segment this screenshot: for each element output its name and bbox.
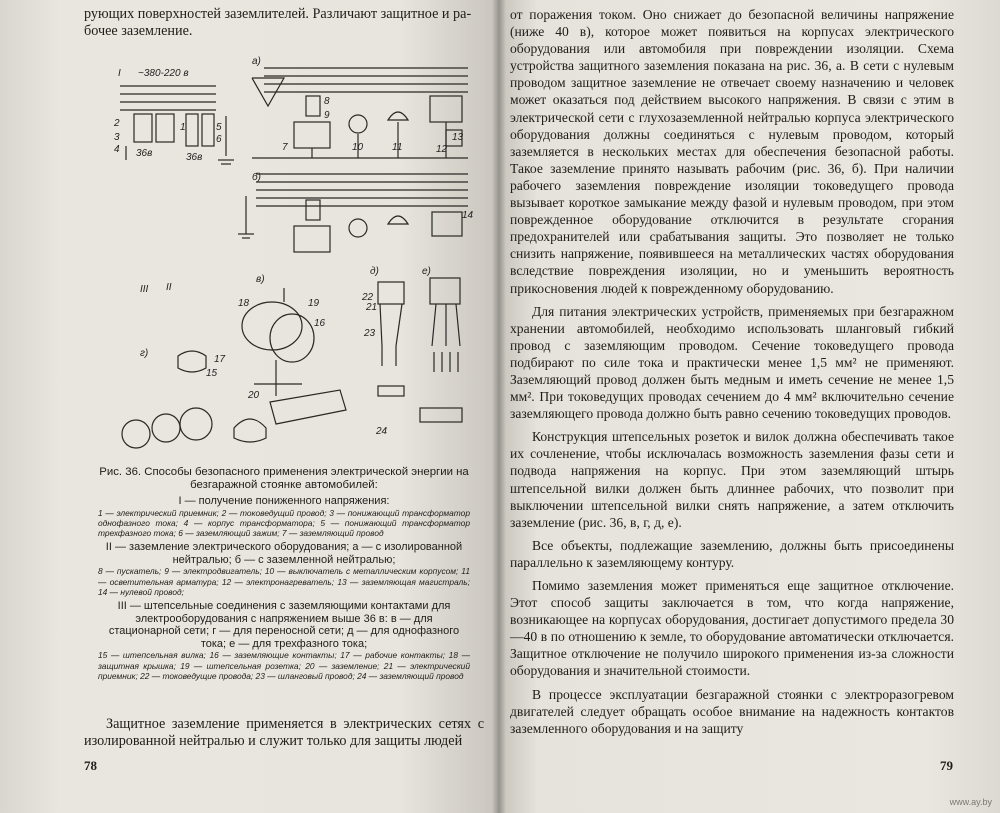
watermark: www.ay.by	[949, 797, 992, 807]
right-paragraph-6: В процессе эксплуатации безгаражной стоянки с электроразогревом двигателей следует обращать особое внимание на надежность контактов заземленного оборудования и на защиту	[510, 686, 954, 736]
label-n3: 3	[114, 132, 120, 143]
right-paragraph-4: Все объекты, подлежащие заземлению, должны быть присоединены параллельно к заземляющему контуру.	[510, 537, 954, 570]
label-n11: 11	[392, 142, 403, 153]
label-n9: 9	[324, 110, 330, 121]
label-36v-right: 36в	[186, 152, 203, 163]
label-n19: 19	[308, 298, 320, 309]
label-e: е)	[422, 266, 431, 277]
label-n12: 12	[436, 144, 448, 155]
label-n18: 18	[238, 298, 250, 309]
label-n24: 24	[376, 426, 388, 437]
right-paragraph-2: Для питания электрических устройств, применяемых при безгаражном хранении автомобилей, необходимо использовать шланговый гибкий провод с заземляющим проводом. Сечение токоведущего провода подбирают по силе тока и практически менее 1,5 мм² не применяют. Заземляющий провод должен быть медным и иметь сечение не менее 1,5 мм². При токоведущих проводах сечением до 4 мм² включительно сечение заземляющего провода должно быть равно сечению токоведущих проводов.	[510, 303, 954, 422]
label-voltage: ~380-220 в	[138, 68, 189, 79]
left-page	[0, 0, 498, 813]
label-d: д)	[370, 266, 379, 277]
label-n1: 1	[180, 122, 186, 133]
label-g: г)	[140, 348, 149, 359]
label-n15: 15	[206, 368, 218, 379]
book-gutter	[492, 0, 506, 813]
caption-section3-text: 15 — штепсельная вилка; 16 — заземляющие контакты; 17 — рабочие контакты; 18 — защитная крышка; 19 — штепсельная розетка; 20 — заземление; 21 — электрический приемник; 22 — токоведущие провода; 23 — шланговый провод; 24 — заземляющий провод	[98, 650, 470, 681]
left-intro-line-1: рующих поверхностей заземлителей. Различают защитное и ра-	[84, 6, 472, 22]
label-n2: 2	[114, 118, 120, 129]
label-n14: 14	[462, 210, 474, 221]
caption-title: Рис. 36. Способы безопасного применения электрической энергии на безгаражной стоянке автомобилей:	[99, 466, 469, 491]
label-n5: 5	[216, 122, 222, 133]
label-n6: 6	[216, 134, 222, 145]
label-n4: 4	[114, 144, 120, 155]
page-number-left: 78	[84, 758, 97, 773]
figure-36-diagram	[96, 56, 476, 464]
caption-section2-head: II — заземление электрического оборудования; а — с изолированной нейтралью; б — с заземленной нейтралью;	[105, 541, 463, 566]
label-n7: 7	[282, 142, 288, 153]
label-roman-2: II	[166, 282, 172, 293]
label-n20: 20	[248, 390, 260, 401]
caption-section3-head: III — штепсельные соединения с заземляющими контактами для электрооборудования с напряжением выше 36 в: в — для стационарной сети; г — для переносной сети; д — для однофазного тока; е — для трехфазного тока;	[108, 600, 460, 650]
left-intro-line-2: бочее заземление.	[84, 23, 193, 40]
right-paragraph-3: Конструкция штепсельных розеток и вилок должна обеспечивать такое их сочленение, чтобы исключалась возможность заземления фазы сети и подвода напряжения на корпус. При этом заземляющий штырь штепсельной вилки должен быть длиннее рабочих, что позволит при выключении штепсельной вилки снять напряжение, а затем отключить заземление (рис. 36, в, г, д, е).	[510, 429, 954, 530]
right-paragraph-5: Помимо заземления может применяться еще защитное отключение. Этот способ защиты заключается в том, что когда напряжение, возникающее на корпусах оборудования, достигает допустимого предела 30—40 в по отношению к земле, то оборудование автоматически отключается. Защитное отключение не получило широкого применения из-за сложности оборудования и значительной стоимости.	[510, 578, 954, 679]
label-n13: 13	[452, 132, 464, 143]
label-n10: 10	[352, 142, 364, 153]
figure-caption	[98, 466, 470, 681]
label-v: в)	[256, 274, 265, 285]
label-n8: 8	[324, 96, 330, 107]
right-page-text	[510, 6, 954, 737]
right-page	[498, 0, 1000, 813]
caption-section1-text: 1 — электрический приемник; 2 — токоведущий провод; 3 — понижающий трансформатор однофазного тока; 4 — корпус трансформатора; 5 — понижающий трансформатор трехфазного тока; 6 — заземляющий зажим; 7 — заземляющий провод	[98, 507, 470, 538]
label-n23: 23	[364, 328, 376, 339]
left-bottom-paragraph: Защитное заземление применяется в электрических сетях с изолированной нейтралью и служит только для защиты людей	[84, 716, 484, 750]
page-number-right: 79	[940, 758, 953, 773]
right-paragraph-1: от поражения током. Оно снижает до безопасной величины напряжение (ниже 40 в), которое может появиться на корпусах электрического оборудования или автомобиля при повреждении изоляции. Схема устройства защитного заземления показана на рис. 36, а. В сети с нулевым проводом защитное заземление не отвечает своему назначению и человек может оказаться под действием высокого напряжения. В связи с этим в электрической сети с глухозаземленной нейтралью корпуса электрического оборудования должны соединяться с нулевым проводом, который заземляется в нескольких местах для обеспечения безопасной работы. Такое заземление принято называть рабочим (рис. 36, б). При наличии рабочего заземления повреждение изоляции токоведущего провода вызывает короткое замыкание между фазой и нулевым проводом, при этом поврежденное оборудование отключится в результате сгорания предохранителей или срабатывания защиты. Это позволяет не только снизить напряжение, появившееся на металлических частях оборудования вследствие повреждения изоляции, но и уменьшить вероятность прикосновения людей к поврежденному оборудованию.	[510, 7, 954, 296]
label-n16: 16	[314, 318, 326, 329]
label-roman-3: III	[140, 284, 149, 295]
label-b: б)	[252, 172, 261, 183]
label-n22: 22	[362, 292, 374, 303]
label-roman-1: I	[118, 68, 121, 79]
label-a: а)	[252, 56, 261, 67]
left-intro-text	[84, 6, 482, 41]
caption-section2-text: 8 — пускатель; 9 — электродвигатель; 10 — выключатель с металлическим корпусом; 11 — осветительная арматура; 12 — электронагреватель; 13 — заземляющая магистраль; 14 — нулевой провод;	[98, 566, 470, 597]
label-36v-left: 36в	[136, 148, 153, 159]
caption-section1-head: I — получение пониженного напряжения:	[178, 495, 390, 507]
label-n21: 21	[366, 302, 378, 313]
left-bottom-text	[84, 716, 484, 751]
label-n17: 17	[214, 354, 226, 365]
